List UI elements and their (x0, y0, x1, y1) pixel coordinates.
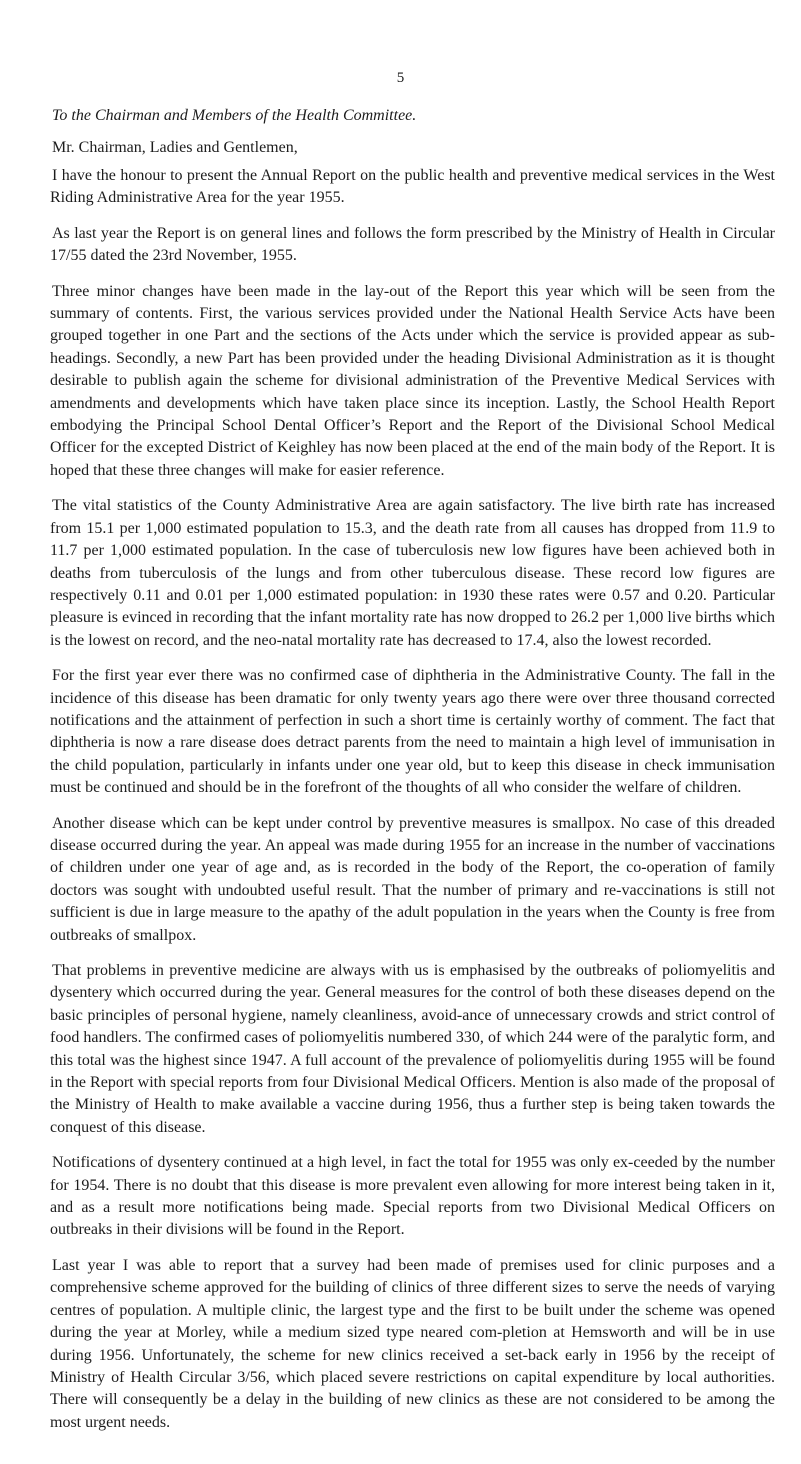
paragraph-diphtheria: For the first year ever there was no confirmed case of diphtheria in the Administrative County. The fall in the incidence of this disease has been dramatic for only twenty years ago there were over three thousand corrected notifications and the attainment of perfection in such a short time is certainly worthy of comment. The fact that diphtheria is now a rare disease does detract parents from the need to maintain a high level of immunisation in the child population, particularly in infants under one year old, but to keep this disease in check immunisation must be continued and should be in the forefront of the thoughts of all who consider the welfare of children. (50, 667, 775, 797)
paragraph-smallpox: Another disease which can be kept under control by preventive measures is smallpox. No case of this dreaded disease occurred during the year. An appeal was made during 1955 for an increase in the number of vaccinations of children under one year of age and, as is recorded in the body of the Report, the co-operation of family doctors was sought with undoubted useful result. That the number of primary and re-vaccinations is still not sufficient is due in large measure to the apathy of the adult population in the years when the County is free from outbreaks of smallpox. (50, 814, 775, 944)
paragraph-dysentery: Notifications of dysentery continued at a high level, in fact the total for 1955 was only ex-ceeded by the number for 1954. There is no doubt that this disease is more prevalent even allowing for more interest being taken in it, and as a result more notifications being made. Special reports from two Divisional Medical Officers on outbreaks in their divisions will be found in the Report. (50, 1154, 775, 1239)
page-number: 5 (396, 70, 405, 86)
paragraph-introduction: I have the honour to present the Annual Report on the public health and preventive medical services in the West Riding Administrative Area for the year 1955. (50, 167, 775, 207)
paragraph-poliomyelitis: That problems in preventive medicine are always with us is emphasised by the outbreaks of poliomyelitis and dysentery which occurred during the year. General measures for the control of both these diseases depend on the basic principles of personal hygiene, namely cleanliness, avoid-ance of unnecessary crowds and strict control of food handlers. The confirmed cases of poliomyelitis numbered 330, of which 244 were of the paralytic form, and this total was the highest since 1947. A full account of the prevalence of poliomyelitis during 1955 will be found in the Report with special reports from four Divisional Medical Officers. Mention is also made of the proposal of the Ministry of Health to make available a vaccine during 1956, thus a further step is being taken towards the conquest of this disease. (50, 962, 775, 1136)
paragraph-report-form: As last year the Report is on general lines and follows the form prescribed by the Ministry of Health in Circular 17/55 dated the 23rd November, 1955. (50, 224, 775, 265)
greeting-line: Mr. Chairman, Ladies and Gentlemen, (52, 139, 298, 156)
paragraph-clinics: Last year I was able to report that a survey had been made of premises used for clinic purposes and a comprehensive scheme approved for the building of clinics of three different sizes to serve the needs of varying centres of population. A multiple clinic, the largest type and the first to be built under the scheme was opened during the year at Morley, while a medium sized type neared com-pletion at Hemsworth and will be in use during 1956. Unfortunately, the scheme for new clinics received a set-back early in 1956 by the receipt of Ministry of Health Circular 3/56, which placed severe restrictions on capital expenditure by local authorities. There will consequently be a delay in the building of new clinics as these are not considered to be among the most urgent needs. (50, 1256, 775, 1431)
paragraph-layout-changes: Three minor changes have been made in the lay-out of the Report this year which will be seen from the summary of contents. First, the various services provided under the National Health Service Acts have been grouped together in one Part and the sections of the Acts under which the service is provided appear as sub-headings. Secondly, a new Part has been provided under the heading Divisional Administration as it is thought desirable to publish again the scheme for divisional administration of the Preventive Medical Services with amendments and developments which have taken place since its inception. Lastly, the School Health Report embodying the Principal School Dental Officer’s Report and the Report of the Divisional School Medical Officer for the excepted District of Keighley has now been placed at the end of the main body of the Report. It is hoped that these three changes will make for easier reference. (50, 282, 775, 479)
report-letter (50, 105, 775, 1447)
addressee-line: To the Chairman and Members of the Health Committee. (52, 107, 417, 124)
paragraph-vital-statistics: The vital statistics of the County Administrative Area are again satisfactory. The live birth rate has increased from 15.1 per 1,000 estimated population to 15.3, and the death rate from all causes has dropped from 11.9 to 11.7 per 1,000 estimated population. In the case of tuberculosis new low figures have been achieved both in deaths from tuberculosis of the lungs and from other tuberculous disease. These record low figures are respectively 0.11 and 0.01 per 1,000 estimated population: in 1930 these rates were 0.57 and 0.20. Particular pleasure is evinced in recording that the infant mortality rate has now dropped to 26.2 per 1,000 live births which is the lowest on record, and the neo-natal mortality rate has decreased to 17.4, also the lowest recorded. (50, 497, 775, 649)
